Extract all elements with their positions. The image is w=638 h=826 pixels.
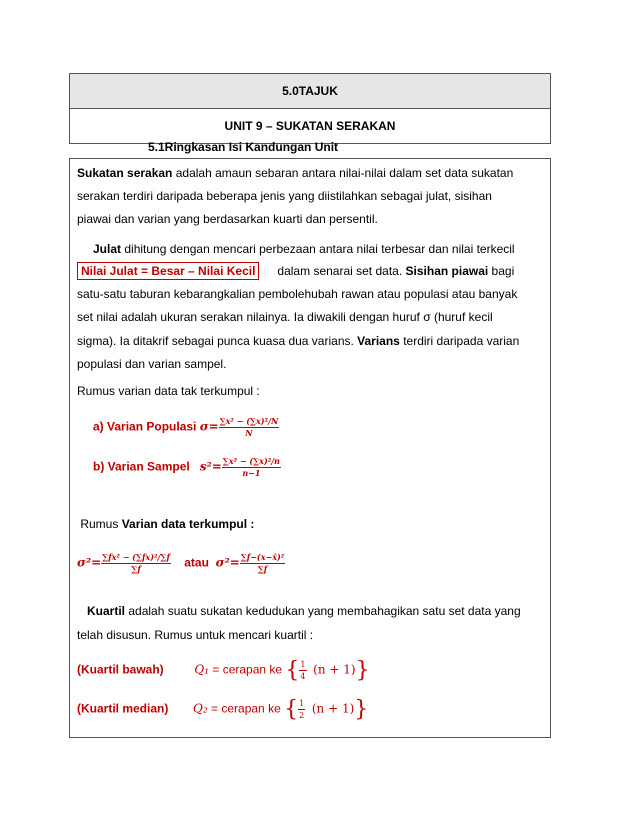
formula-q1: (Kuartil bawah) Q₁ = cerapan ke { $\frac{1}{4}$ (n + 1)}	[77, 658, 370, 683]
para1-line2: serakan terdiri daripada beberapa jenis yang diistilahkan sebagai julat, sisihan	[77, 189, 492, 203]
formula-sample-variance: b) Varian Sampel s²= $\frac{\text{∑x² − (∑x)²/n}}{n-1}$	[93, 456, 280, 478]
section-title: 5.1Ringkasan Isi Kandungan Unit	[148, 140, 339, 154]
para2-line6: populasi dan varian sampel.	[77, 357, 227, 371]
formula-q2: (Kuartil median) Q₂ = cerapan ke { $\frac{1}{2}$ (n + 1)}	[77, 697, 369, 722]
kuartil-line2: telah disusun. Rumus untuk mencari kuartil :	[77, 628, 314, 642]
para2-line2: Nilai Julat = Besar – Nilai Kecil dalam senarai set data. Sisihan piawai bagi	[77, 264, 514, 278]
ungrouped-title: Rumus varian data tak terkumpul :	[77, 384, 260, 398]
header-row-title	[70, 74, 550, 109]
para2-line4: set nilai adalah ukuran serakan nilainya. Ia diwakili dengan huruf σ (huruf kecil	[77, 310, 493, 324]
para2-line3: satu-satu taburan kebarangkalian pembolehubah rawan atau populasi atau banyak	[77, 287, 518, 301]
kuartil-line1: Kuartil adalah suatu sukatan kedudukan yang membahagikan satu set data yang	[87, 604, 521, 618]
formula-population-variance: a) Varian Populasi σ= $\frac{\text{∑x² − (∑x)²/N}}{N}$	[93, 416, 279, 438]
header-row-unit	[70, 109, 550, 143]
para2-line1: Julat dihitung dengan mencari perbezaan antara nilai terbesar dan nilai terkecil	[93, 242, 515, 256]
para1-line3: piawai dan varian yang berdasarkan kuarti dan persentil.	[77, 212, 378, 226]
header-unit: UNIT 9 – SUKATAN SERAKAN	[224, 119, 396, 133]
julat-formula-box: Nilai Julat = Besar – Nilai Kecil	[77, 262, 259, 280]
grouped-title: Rumus Varian data terkumpul :	[80, 517, 255, 531]
para1-line1: Sukatan serakan adalah amaun sebaran antara nilai-nilai dalam set data sukatan	[77, 166, 514, 180]
header-title: 5.0TAJUK	[282, 84, 338, 98]
para2-line5: sigma). Ia ditakrif sebagai punca kuasa dua varians. Varians terdiri daripada varian	[77, 334, 520, 348]
header-table	[69, 73, 551, 144]
formula-grouped-variance: σ²= $\frac{\text{∑fx² − (∑fx)²/∑f}}{\sum f}$ atau σ²= $\frac{\text{∑f−(x−x̄)²}}{\sum f}$	[77, 552, 285, 574]
